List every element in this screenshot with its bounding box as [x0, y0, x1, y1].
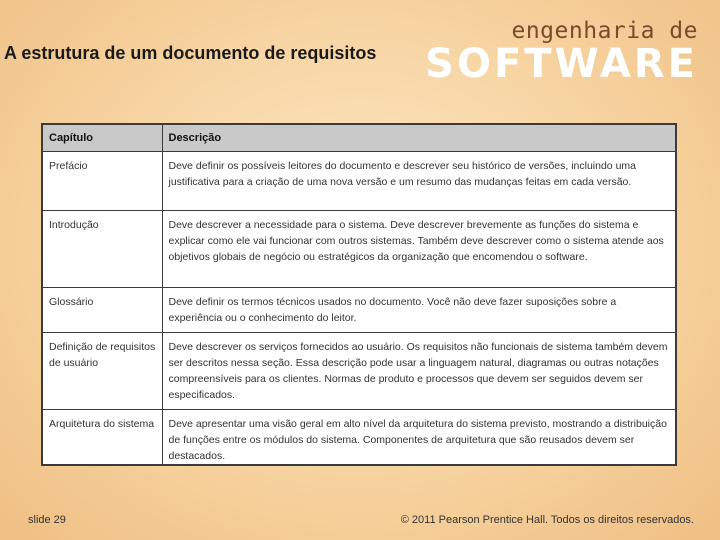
description-cell: Deve descrever a necessidade para o sistema. Deve descrever brevemente as funções do sistema e explicar como ele vai funcionar com outros sistemas. Também deve descrever como o sistema atende aos objetivos globais de negócio ou estratégicos da organização que encomendou o software.	[162, 211, 676, 288]
brand-subtitle: engenharia de	[511, 18, 698, 44]
chapter-cell: Glossário	[42, 288, 162, 332]
table-row	[42, 332, 676, 409]
chapter-cell: Arquitetura do sistema	[42, 409, 162, 465]
table-row	[42, 152, 676, 211]
description-cell: Deve descrever os serviços fornecidos ao usuário. Os requisitos não funcionais de sistema também devem ser descritos nessa seção. Essa descrição pode usar a linguagem natural, diagramas ou outras notações compreensíveis para os clientes. Normas de produto e processos que devem ser seguidos devem ser especificados.	[162, 332, 676, 409]
table-header-row	[42, 124, 676, 152]
chapter-cell: Definição de requisitos de usuário	[42, 332, 162, 409]
table-row	[42, 288, 676, 332]
chapter-cell: Introdução	[42, 211, 162, 288]
slide-number: slide 29	[28, 514, 66, 526]
slide-title: A estrutura de um documento de requisitos	[4, 43, 377, 63]
brand-wordmark: SOFTWARE	[425, 41, 698, 87]
column-header-description: Descrição	[162, 124, 676, 152]
chapter-cell: Prefácio	[42, 152, 162, 211]
description-cell: Deve apresentar uma visão geral em alto nível da arquitetura do sistema previsto, mostrando a distribuição de funções entre os módulos do sistema. Componentes de arquitetura que são reusados devem ser destacados.	[162, 409, 676, 465]
copyright-notice: © 2011 Pearson Prentice Hall. Todos os direitos reservados.	[400, 514, 694, 526]
description-cell: Deve definir os possíveis leitores do documento e descrever seu histórico de versões, incluindo uma justificativa para a criação de uma nova versão e um resumo das mudanças feitas em cada versão.	[162, 152, 676, 211]
brand-logo	[425, 18, 698, 87]
description-cell: Deve definir os termos técnicos usados no documento. Você não deve fazer suposições sobre a experiência ou o conhecimento do leitor.	[162, 288, 676, 332]
table-row	[42, 409, 676, 465]
table-row	[42, 211, 676, 288]
requirements-document-table	[41, 123, 677, 466]
column-header-chapter: Capítulo	[42, 124, 162, 152]
